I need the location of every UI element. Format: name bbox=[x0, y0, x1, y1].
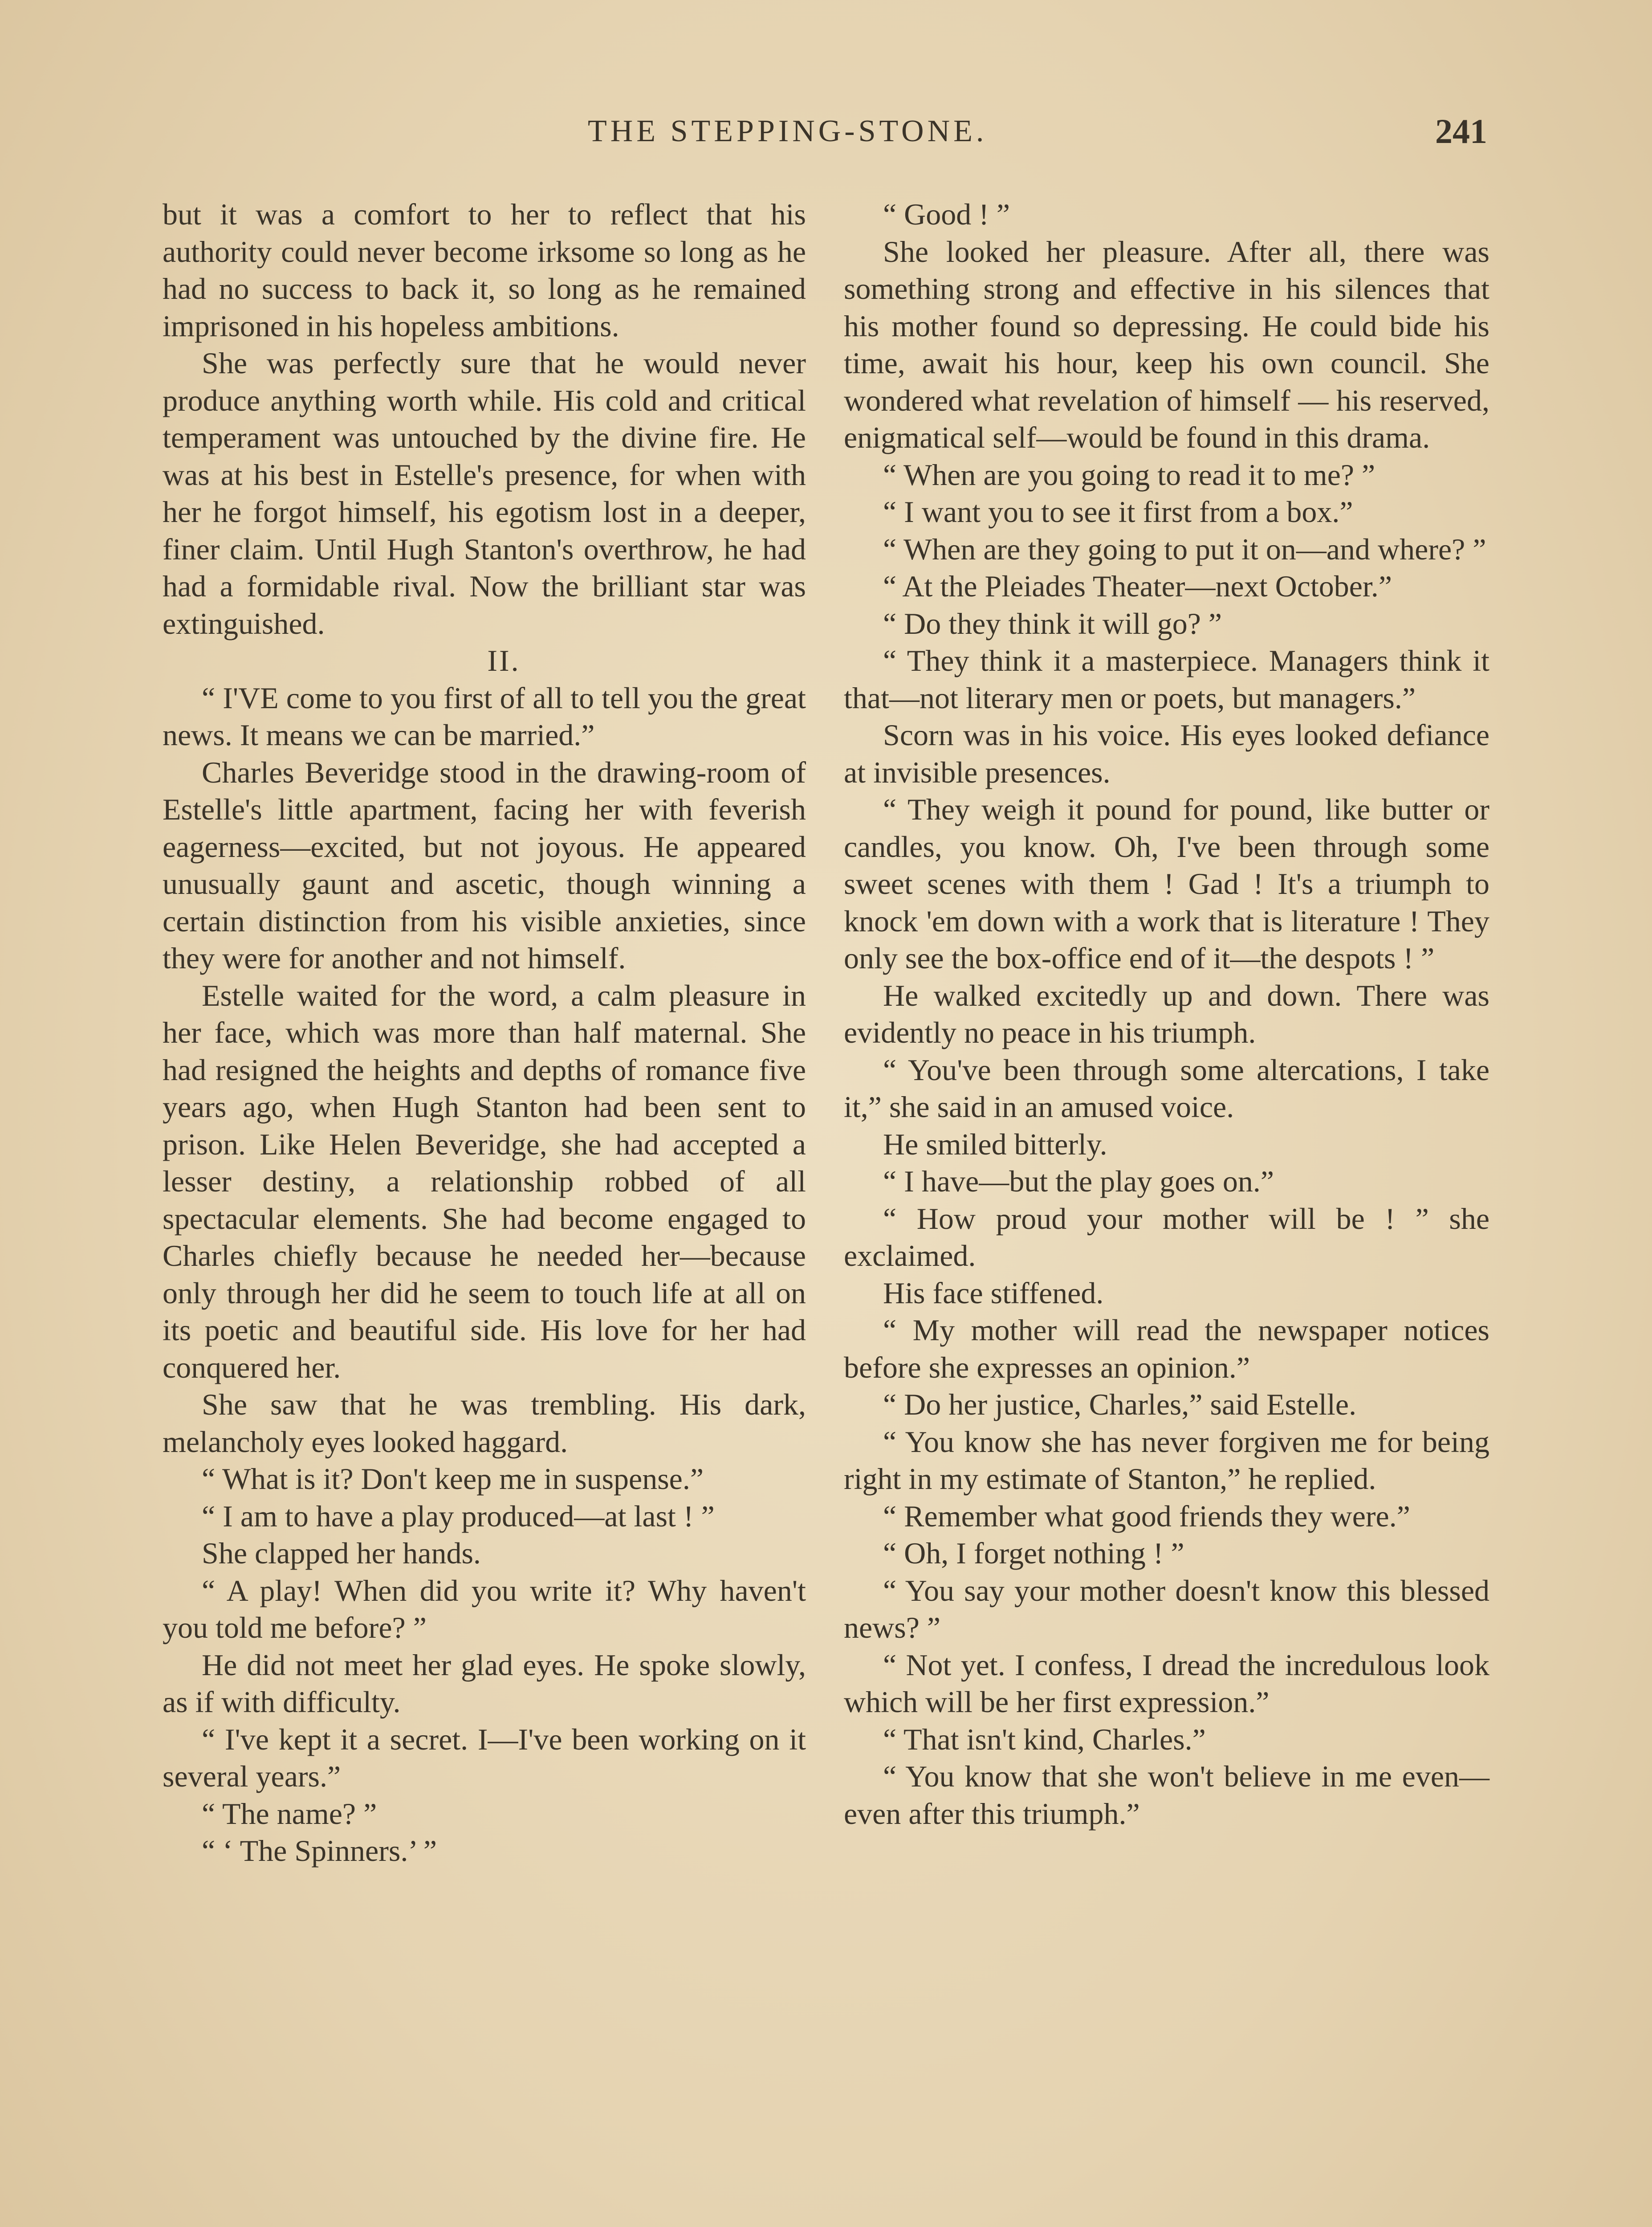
section-numeral: II. bbox=[487, 644, 521, 677]
paragraph: “ You know she has never forgiven me for being right in my estimate of Stanton,” he replied. bbox=[844, 1424, 1489, 1496]
page-number: 241 bbox=[1435, 112, 1487, 151]
paragraph: “ When are you going to read it to me? ” bbox=[883, 457, 1375, 492]
paragraph: “ Oh, I forget nothing ! ” bbox=[883, 1536, 1184, 1570]
paragraph: He walked excitedly up and down. There was evidently no peace in his triumph. bbox=[844, 978, 1489, 1049]
paragraph: She saw that he was trembling. His dark, melancholy eyes looked haggard. bbox=[163, 1387, 806, 1459]
paragraph: “ How proud your mother will be ! ” she exclaimed. bbox=[844, 1201, 1489, 1273]
paragraph: “ I have—but the play goes on.” bbox=[883, 1164, 1274, 1198]
paragraph: “ The name? ” bbox=[202, 1796, 377, 1831]
paragraph: Estelle waited for the word, a calm pleasure in her face, which was more than half maternal. She had resigned the heights and depths of romance five years ago, when Hugh Stanton had been sent to prison. Like Helen Beveridge, she had accepted a lesser destiny, a relationship robbed of all spectacular elements. She had become engaged to Charles chiefly because he needed her—because only through her did he seem to touch life at all on its poetic and beautiful side. His love for her had conquered her. bbox=[163, 978, 806, 1384]
paragraph: Scorn was in his voice. His eyes looked defiance at invisible presences. bbox=[844, 718, 1489, 789]
paragraph: “ What is it? Don't keep me in suspense.” bbox=[202, 1462, 704, 1496]
right-column bbox=[844, 196, 1489, 1832]
left-column bbox=[163, 196, 806, 1870]
running-head: THE STEPPING-STONE. bbox=[588, 114, 988, 148]
paragraph: “ You say your mother doesn't know this blessed news? ” bbox=[844, 1573, 1489, 1644]
paragraph: “ Remember what good friends they were.” bbox=[883, 1499, 1410, 1533]
paragraph: “ You know that she won't believe in me even—even after this triumph.” bbox=[844, 1759, 1489, 1831]
paragraph: She clapped her hands. bbox=[202, 1536, 481, 1570]
paragraph: “ Not yet. I confess, I dread the incredulous look which will be her first expression.” bbox=[844, 1648, 1489, 1719]
paragraph: “ At the Pleiades Theater—next October.” bbox=[883, 569, 1392, 603]
paragraph: Charles Beveridge stood in the drawing-room of Estelle's little apartment, facing her with feverish eagerness—excited, but not joyous. He appeared unusually gaunt and ascetic, though winning a certain distinction from his visible anxieties, since they were for another and not himself. bbox=[163, 755, 806, 975]
paragraph: “ Do her justice, Charles,” said Estelle. bbox=[883, 1387, 1357, 1421]
paragraph: He smiled bitterly. bbox=[883, 1127, 1107, 1161]
paragraph: “ They think it a masterpiece. Managers think it that—not literary men or poets, but managers.” bbox=[844, 644, 1489, 715]
paragraph: but it was a comfort to her to reflect that his authority could never become irksome so long as he had no success to back it, so long as he remained imprisoned in his hopeless ambitions. bbox=[163, 197, 806, 343]
paragraph: “ When are they going to put it on—and where? ” bbox=[883, 532, 1486, 566]
paragraph: “ Do they think it will go? ” bbox=[883, 606, 1222, 640]
paragraph: She looked her pleasure. After all, there was something strong and effective in his silences that his mother found so depressing. He could bide his time, await his hour, keep his own council. She wondered what revelation of himself — his reserved, enigmatical self—would be found in this drama. bbox=[844, 234, 1489, 454]
paragraph: “ Good ! ” bbox=[883, 197, 1010, 231]
paragraph: His face stiffened. bbox=[883, 1276, 1104, 1310]
paragraph: “ I'VE come to you first of all to tell you the great news. It means we can be married.” bbox=[163, 681, 806, 752]
paragraph: “ My mother will read the newspaper notices before she expresses an opinion.” bbox=[844, 1313, 1489, 1384]
paragraph: “ ‘ The Spinners.’ ” bbox=[202, 1834, 437, 1868]
paragraph: “ I am to have a play produced—at last ! ” bbox=[202, 1499, 715, 1533]
paragraph: “ You've been through some altercations, I take it,” she said in an amused voice. bbox=[844, 1052, 1489, 1124]
paragraph: “ They weigh it pound for pound, like butter or candles, you know. Oh, I've been through some sweet scenes with them ! Gad ! It's a triumph to knock 'em down with a work that is literature ! They only see the box-office end of it—the despots ! ” bbox=[844, 792, 1489, 975]
paragraph: “ That isn't kind, Charles.” bbox=[883, 1722, 1206, 1756]
paragraph: “ I've kept it a secret. I—I've been working on it several years.” bbox=[163, 1722, 806, 1793]
paragraph: “ A play! When did you write it? Why haven't you told me before? ” bbox=[163, 1573, 806, 1644]
paragraph: He did not meet her glad eyes. He spoke slowly, as if with difficulty. bbox=[163, 1648, 806, 1719]
paragraph: She was perfectly sure that he would never produce anything worth while. His cold and critical temperament was untouched by the divine fire. He was at his best in Estelle's presence, for when with her he forgot himself, his egotism lost in a deeper, finer claim. Until Hugh Stanton's overthrow, he had had a formidable rival. Now the brilliant star was extinguished. bbox=[163, 346, 806, 640]
paragraph: “ I want you to see it first from a box.” bbox=[883, 495, 1353, 529]
